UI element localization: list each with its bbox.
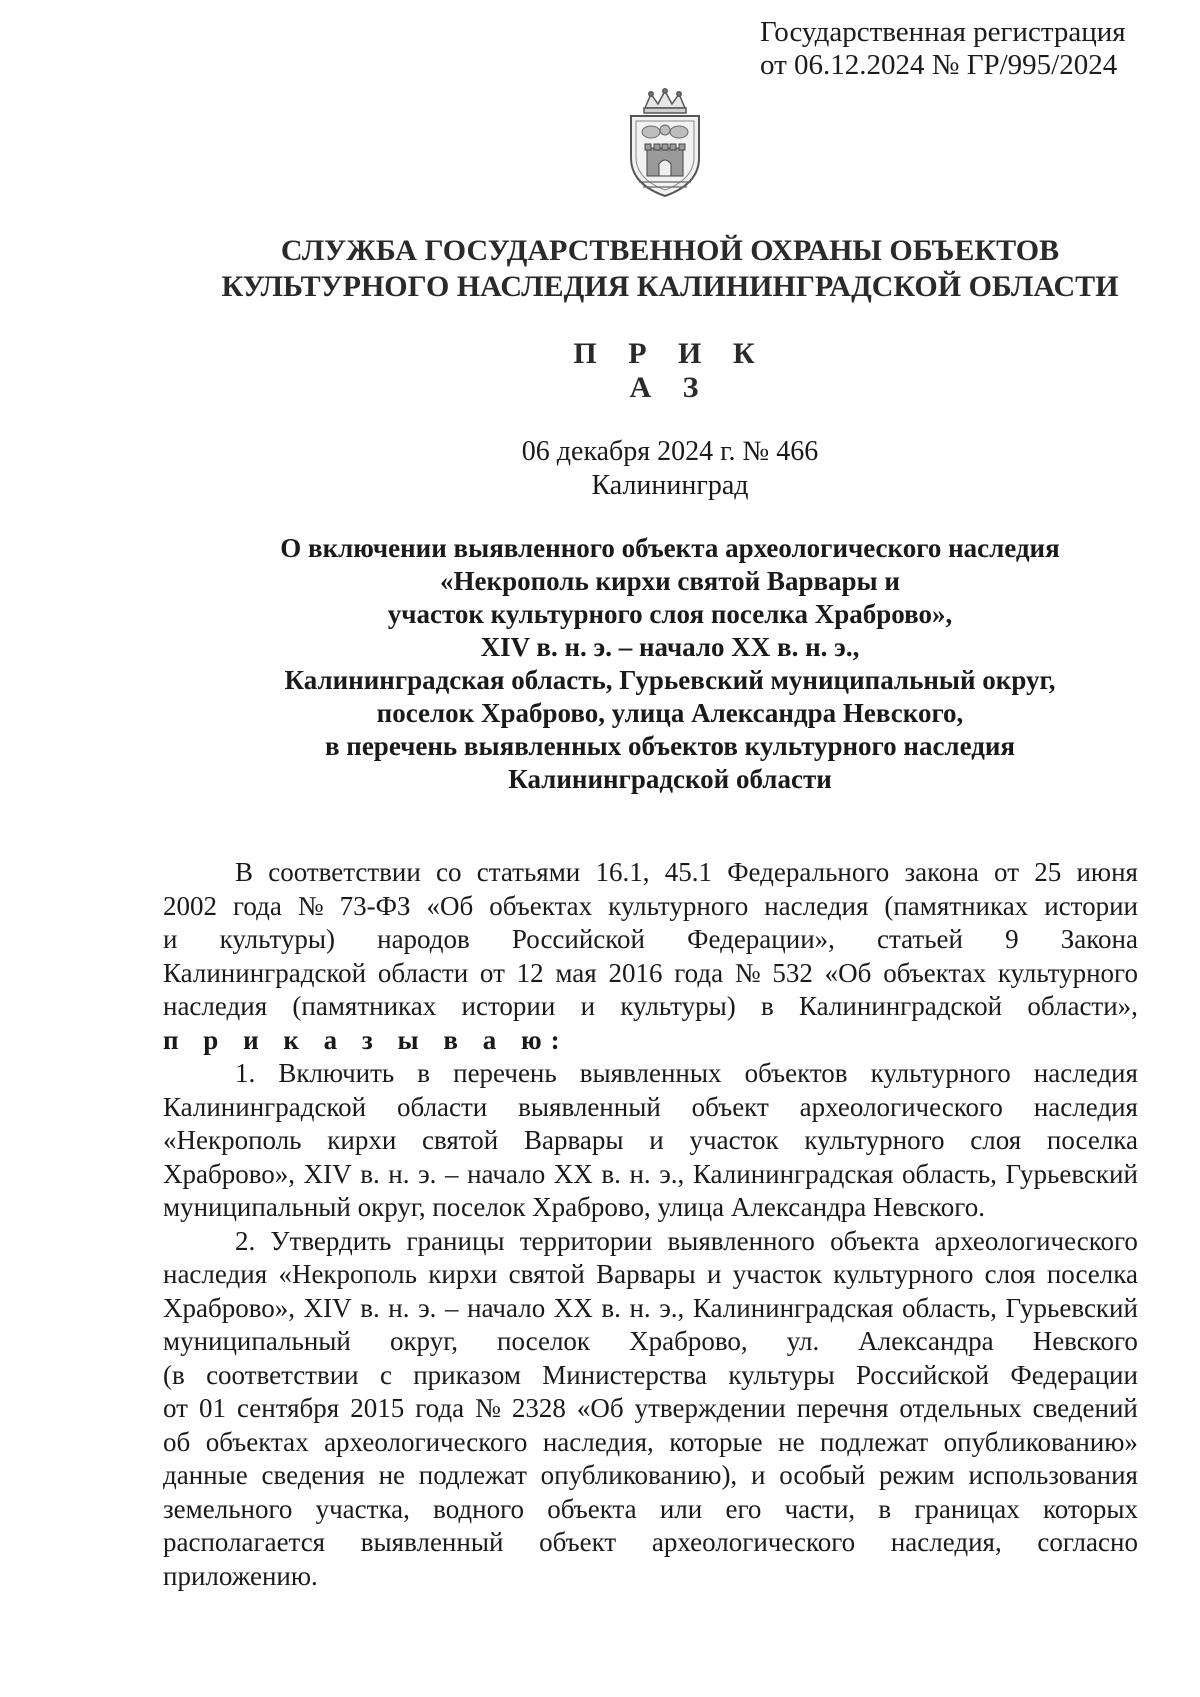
registration-line-2: от 06.12.2024 № ГР/995/2024	[760, 49, 1118, 81]
body-line: Храброво», XIV в. н. э. – начало XX в. н. э., Калининградская область, Гурьевский	[163, 1292, 1138, 1323]
document-date-number: 06 декабря 2024 г. № 466	[521, 436, 819, 467]
agency-line-2: КУЛЬТУРНОГО НАСЛЕДИЯ КАЛИНИНГРАДСКОЙ ОБЛАСТИ	[221, 270, 1119, 303]
document-title	[170, 532, 1170, 796]
title-line: XIV в. н. э. – начало XX в. н. э.,	[480, 632, 860, 662]
body-line: об объектах археологического наследия, которые не подлежат опубликованию»	[163, 1426, 1138, 1457]
item-2-paragraph	[163, 1225, 1138, 1594]
document-type-heading: П Р И К А З	[573, 337, 767, 404]
agency-line-1: СЛУЖБА ГОСУДАРСТВЕННОЙ ОХРАНЫ ОБЪЕКТОВ	[280, 234, 1060, 267]
body-line: «Некрополь кирхи святой Варвары и участок культурного слоя поселка	[163, 1125, 1138, 1155]
body-line: располагается выявленный объект археологического наследия, согласно	[163, 1527, 1138, 1557]
body-line: данные сведения не подлежат опубликованию), и особый режим использования	[163, 1460, 1138, 1490]
title-line: участок культурного слоя поселка Храброво»,	[387, 599, 953, 629]
title-line: О включении выявленного объекта археологического наследия	[280, 533, 1060, 563]
body-line: наследия «Некрополь кирхи святой Варвары и участок культурного слоя поселка	[163, 1259, 1138, 1289]
body-line: (в соответствии с приказом Министерства культуры Российской Федерации	[163, 1359, 1138, 1390]
registration-line-1: Государственная регистрация	[760, 16, 1126, 48]
body-line: Храброво», XIV в. н. э. – начало XX в. н. э., Калининградская область, Гурьевский	[163, 1158, 1138, 1189]
document-date-block	[450, 435, 890, 503]
body-line: приложению.	[163, 1560, 318, 1591]
body-line: муниципальный округ, поселок Храброво, улица Александра Невского.	[163, 1192, 985, 1222]
item-1-paragraph	[163, 1057, 1138, 1225]
preamble-paragraph	[163, 856, 1138, 1057]
order-word-line	[163, 1024, 1138, 1058]
body-line: наследия (памятниках истории и культуры) в Калининградской области»,	[163, 991, 1138, 1021]
body-line: 2. Утвердить границы территории выявленного объекта археологического	[235, 1225, 1138, 1256]
order-word: п р и к а з ы в а ю:	[163, 1024, 569, 1055]
issuing-agency-name	[150, 233, 1190, 305]
title-line: в перечень выявленных объектов культурного наследия	[324, 731, 1016, 761]
body-line: от 01 сентября 2015 года № 2328 «Об утверждении перечня отдельных сведений	[163, 1393, 1138, 1423]
coat-of-arms-icon	[617, 88, 713, 200]
document-city: Калининград	[591, 470, 749, 501]
body-line: земельного участка, водного объекта или его части, в границах которых	[163, 1493, 1138, 1524]
body-line: и культуры) народов Российской Федерации», статьей 9 Закона	[163, 924, 1138, 954]
body-line: 2002 года № 73-ФЗ «Об объектах культурного наследия (памятниках истории	[163, 890, 1138, 921]
title-line: Калининградская область, Гурьевский муниципальный округ,	[284, 665, 1056, 695]
body-line: 1. Включить в перечень выявленных объектов культурного наследия	[235, 1058, 1138, 1088]
body-line: В соответствии со статьями 16.1, 45.1 Федерального закона от 25 июня	[235, 857, 1138, 887]
state-registration-stamp	[760, 16, 1180, 82]
document-body	[163, 856, 1138, 1593]
body-line: Калининградской области выявленный объект археологического наследия	[163, 1091, 1138, 1122]
body-line: муниципальный округ, поселок Храброво, ул. Александра Невского	[163, 1326, 1138, 1356]
body-line: Калининградской области от 12 мая 2016 года № 532 «Об объектах культурного	[163, 957, 1138, 988]
title-line: «Некрополь кирхи святой Варвары и	[440, 566, 900, 596]
title-line: поселок Храброво, улица Александра Невского,	[376, 698, 964, 728]
title-line: Калининградской области	[508, 764, 832, 794]
